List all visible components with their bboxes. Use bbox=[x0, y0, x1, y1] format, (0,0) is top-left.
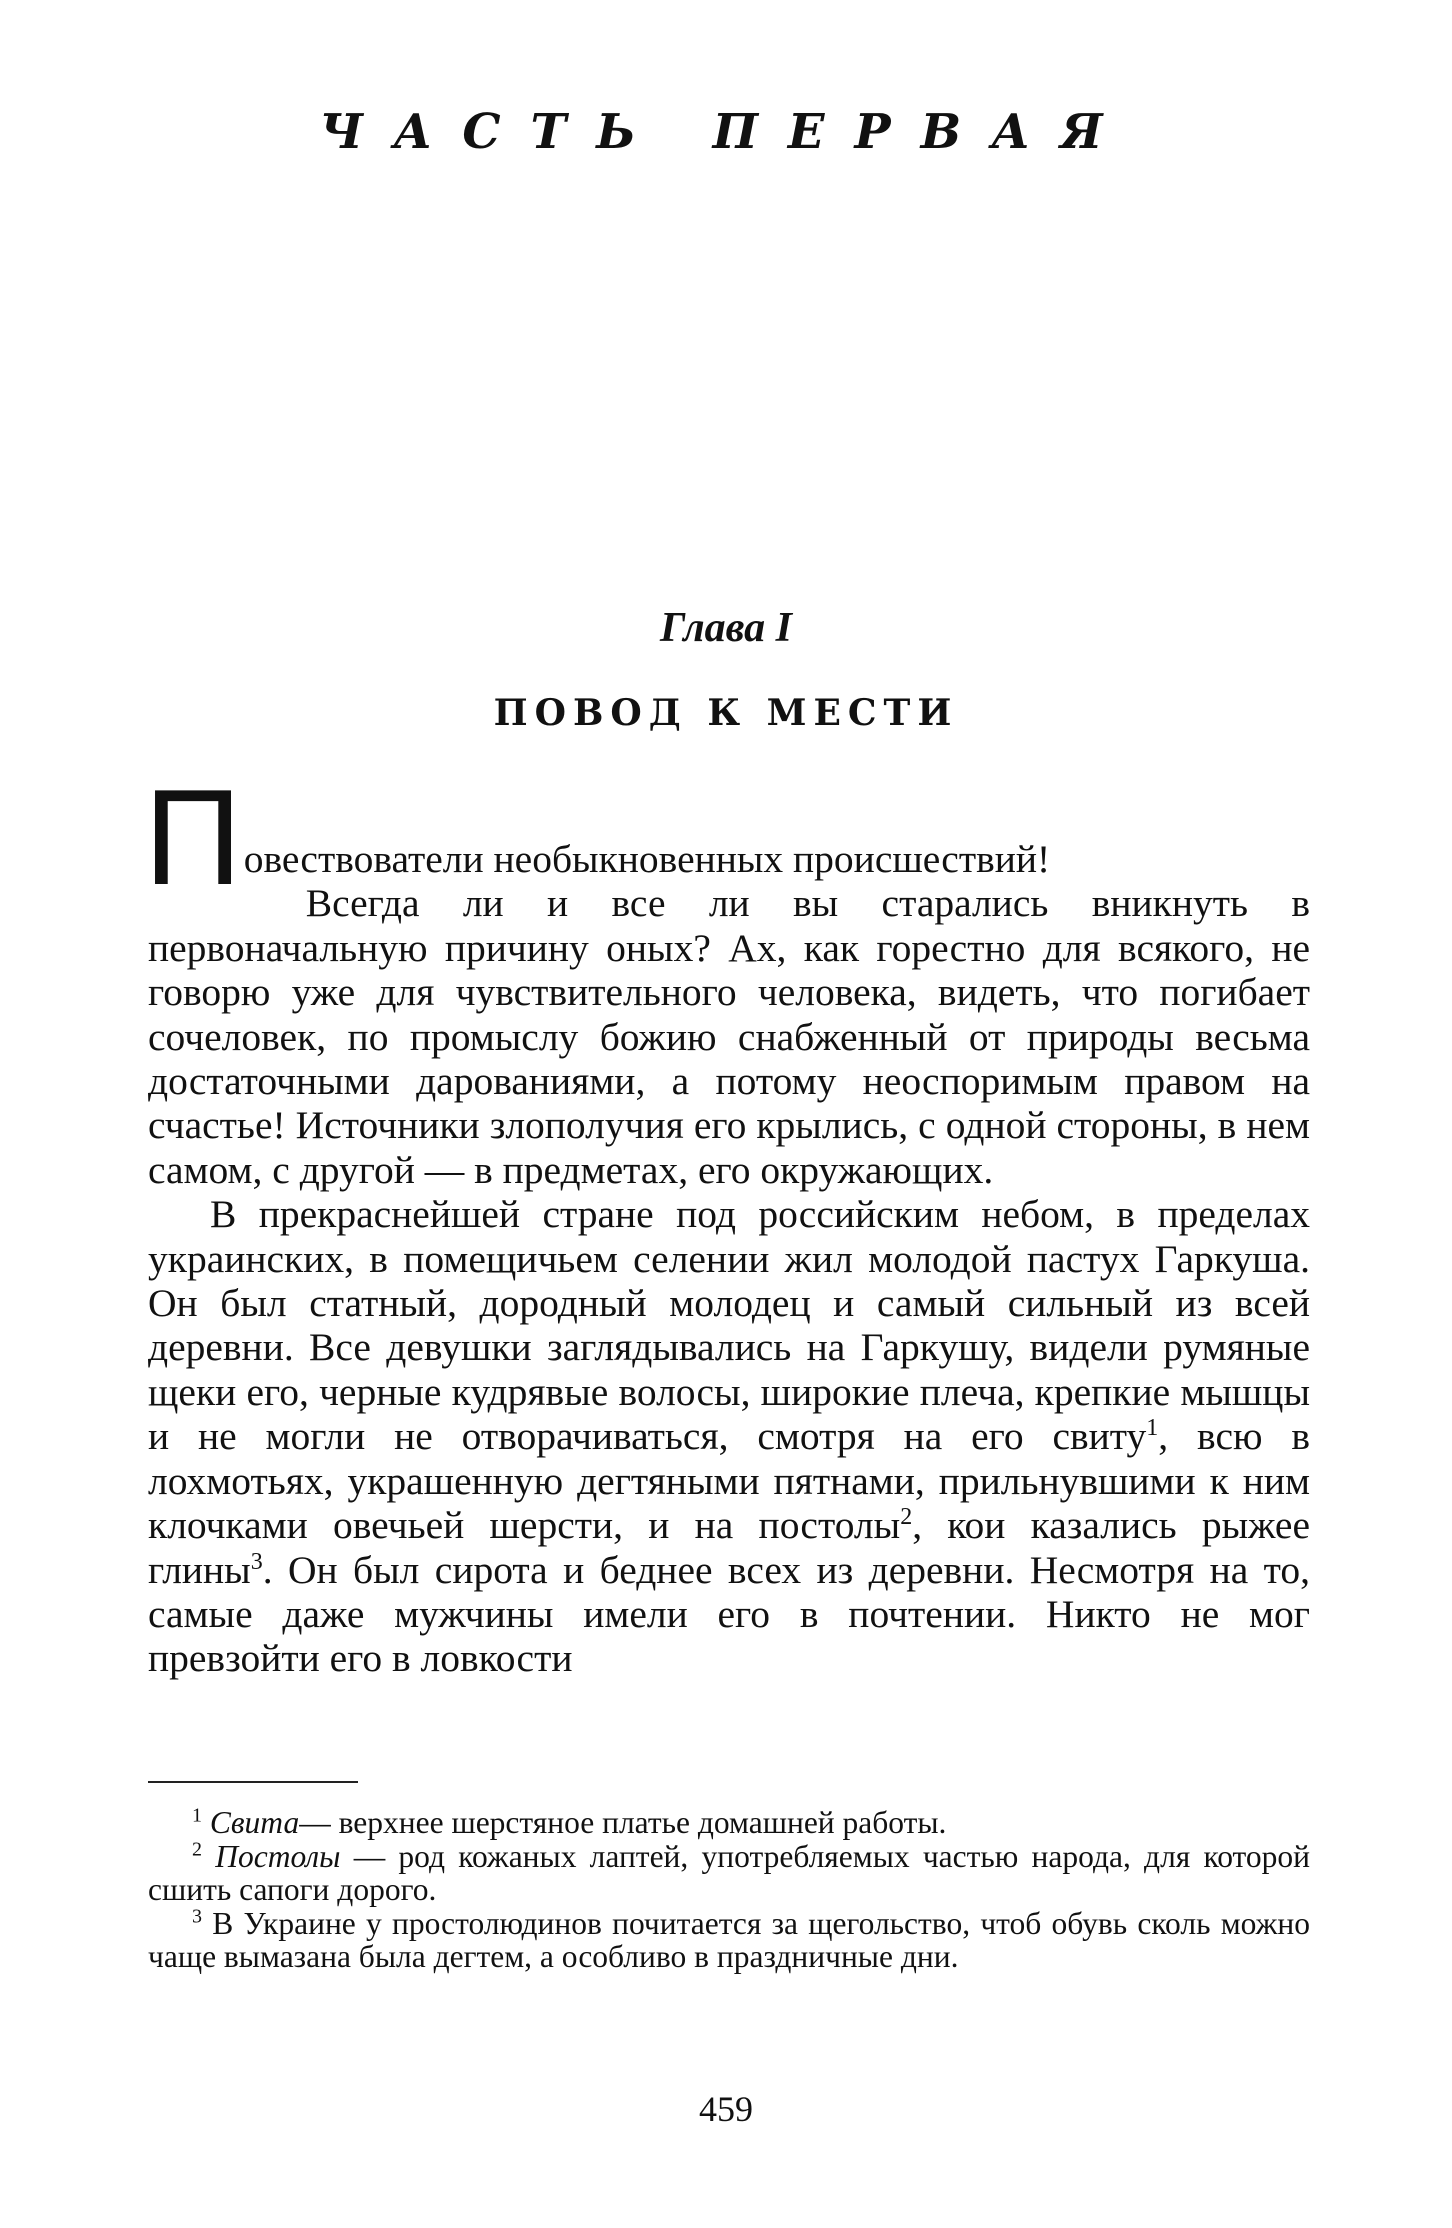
footnote-3-text: В Украине у простолюдинов почитается за щегольство, чтоб обувь сколь можно чаще вымазана была дегтем, а особливо в праздничные дни. bbox=[148, 1905, 1310, 1974]
chapter-title: ПОВОД К МЕСТИ bbox=[493, 692, 959, 734]
part-title: ЧАСТЬ ПЕРВАЯ bbox=[319, 104, 1133, 160]
footnotes bbox=[148, 1806, 1310, 1974]
footnote-1-text: — верхнее шерстяное платье домашней работы. bbox=[299, 1805, 947, 1840]
paragraph-1 bbox=[144, 761, 1310, 1192]
footnote-ref-2[interactable]: 2 bbox=[900, 1503, 913, 1530]
footnote-1-mark: 1 bbox=[192, 1804, 202, 1827]
footnote-2-text: — род кожаных лаптей, употребляемых частью народа, для которой сшить сапоги дорого. bbox=[148, 1838, 1310, 1907]
footnote-1-term: Свита bbox=[209, 1805, 300, 1840]
footnote-3 bbox=[148, 1907, 1310, 1974]
paragraph-1-text: Всегда ли и все ли вы старались вникнуть в первоначальную причину оных? Ах, как горестно для всякого, не говорю уже для чувствительного человека, видеть, что погибает сочеловек, по промыслу божию снабженный от природы весьма достаточными дарованиями, а потому неоспоримым правом на счастье! Источники злополучия его крылись, с одной стороны, в нем самом, с другой — в предметах, его окружающих. bbox=[148, 881, 1310, 1192]
footnote-ref-3[interactable]: 3 bbox=[250, 1548, 263, 1575]
chapter-body bbox=[144, 761, 1310, 1681]
footnote-2-mark: 2 bbox=[192, 1838, 202, 1860]
footnote-ref-1[interactable]: 1 bbox=[1146, 1415, 1159, 1442]
footnote-2-term: Постолы bbox=[215, 1838, 341, 1874]
footnote-divider bbox=[148, 1781, 358, 1783]
chapter-number: Глава I bbox=[659, 605, 792, 651]
footnote-2 bbox=[148, 1840, 1310, 1907]
paragraph-2 bbox=[148, 1192, 1310, 1680]
footnote-3-mark: 3 bbox=[192, 1905, 202, 1927]
footnote-1 bbox=[148, 1806, 1310, 1840]
paragraph-2-text-d: . Он был сирота и беднее всех из деревни. Несмотря на то, самые даже мужчины имели его в почтении. Никто не мог превзойти его в ловкости bbox=[148, 1547, 1310, 1681]
paragraph-2-text-a: В прекраснейшей стране под российским небом, в пределах украинских, в помещичьем селении жил молодой пастух Гаркуша. Он был статный, дородный молодец и самый сильный из всей деревни. Все девушки заглядывались на Гаркушу, видели румяные щеки его, черные кудрявые волосы, широкие плеча, крепкие мышцы и не могли не отворачиваться, смотря на его свиту bbox=[148, 1192, 1310, 1459]
paragraph-2-text-b: , всю в лохмотьях, украшенную дегтяными пятнами, прильнувшими к ним клочками овечьей шерсти, и на постолы bbox=[148, 1414, 1310, 1548]
drop-cap: П bbox=[144, 761, 242, 913]
page-number: 459 bbox=[699, 2089, 753, 2129]
paragraph-2-text-c: , кои казались рыжее глины bbox=[148, 1503, 1310, 1592]
paragraph-1-first-line: овествователи необыкновенных происшествий! bbox=[243, 837, 1051, 881]
